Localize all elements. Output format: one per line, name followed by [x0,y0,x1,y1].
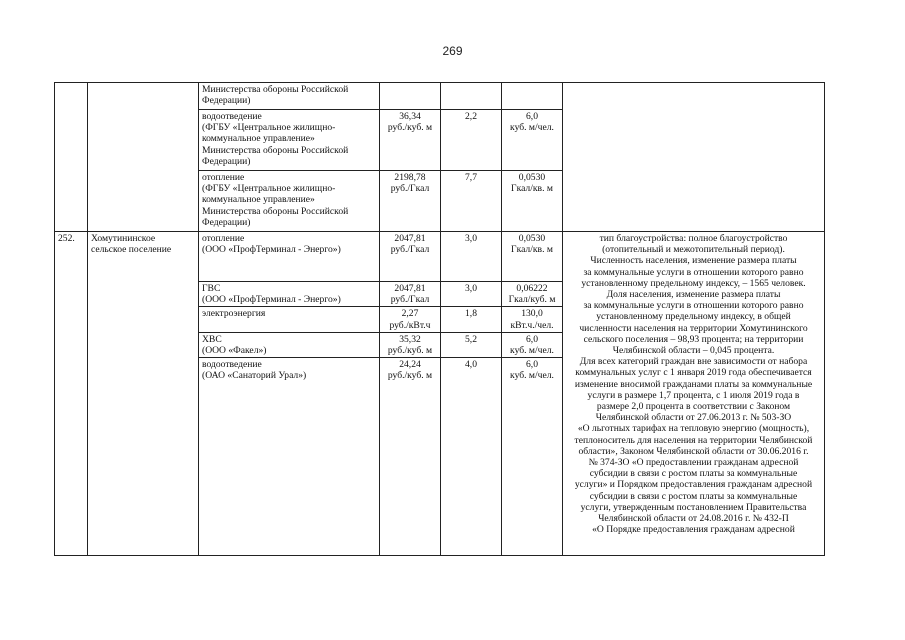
page-number: 269 [442,44,463,58]
service-cell [199,332,380,357]
cell-text-line: водоотведение [202,111,262,122]
cell-text-line: (ФГБУ «Центральное жилищно- [202,122,336,134]
cell-text-line: Министерства обороны Российской [202,205,349,217]
table-body [55,83,825,556]
cell-text-line: куб. м/чел. [510,122,554,134]
cell-text-line: Гкал/кв. м [511,183,553,195]
cell-text-line: руб./куб. м [387,370,433,382]
settlement-cell [88,232,199,556]
cell-text-line: 24,24 [399,359,421,371]
service-cell [199,232,380,282]
tariff-table [54,82,825,556]
growth-value: 5,2 [465,333,477,345]
description-line: за коммунальные услуги в отношении которого равно [583,266,804,278]
service-cell [199,171,380,232]
cell-text-line: Министерства обороны Российской [202,144,349,156]
service-cell [199,282,380,307]
cell-text-line: 0,06222 [516,283,548,294]
description-line: Челябинской области от 24.08.2016 г. № 432-П [598,513,789,525]
service-cell [199,110,380,171]
tariff-cell [380,282,441,307]
cell-text-line: отопление [202,172,245,183]
growth-value: 4,0 [465,359,477,371]
tariff-cell [380,332,441,357]
norm-cell [502,232,563,282]
description-line: «О льготных тарифах на тепловую энергию (мощность), [577,423,810,435]
cell-text-line: 6,0 [526,111,538,122]
tariff-cell [380,232,441,282]
description-line: Челябинской области от 27.06.2013 г. № 503-ЗО [595,412,792,424]
description-line: Численность населения, изменение размера платы [590,255,797,267]
cell-text-line: Гкал/кв. м [511,244,553,256]
description-line: численности населения на территории Хомутининского [579,322,808,334]
cell-text-line: водоотведение [202,359,262,371]
norm-cell [502,83,563,110]
cell-text-line: руб./куб. м [387,345,433,357]
cell-text-line: (ФГБУ «Центральное жилищно- [202,183,336,195]
description-line: (отопительный и межотопительный период). [602,244,785,256]
cell-text-line: Министерства обороны Российской [202,84,349,95]
cell-text-line: отопление [202,233,245,244]
norm-cell [502,332,563,357]
norm-cell [502,358,563,556]
description-line: размере 2,0 процента в соответствии с Законом [596,401,791,413]
cell-text-line: сельское поселение [91,244,172,256]
description-line: услуги» и Порядком предоставления гражданам адресной [574,479,813,491]
growth-cell [441,282,502,307]
description-line: услуги, утвержденным постановлением Правительства [580,501,807,513]
cell-text-line: 0,0530 [518,172,546,183]
description-line: изменение вносимой гражданами платы за коммунальные [574,378,813,390]
tariff-cell [380,358,441,556]
description-line: субсидии в связи с ростом платы за коммунальные [589,468,798,480]
cell-text-line: 0,0530 [518,233,546,244]
description-line: теплоноситель для населения на территории Челябинской [574,434,813,446]
cell-text-line: Федерации) [202,155,251,167]
cell-text-line: 2198,78 [394,172,426,183]
growth-cell [441,110,502,171]
norm-cell [502,110,563,171]
growth-value: 2,2 [465,111,477,122]
cell-text-line: Федерации) [202,216,251,228]
description-cell [563,232,825,556]
description-line: «О Порядке предоставления гражданам адресной [592,524,795,536]
growth-value: 3,0 [465,233,477,244]
cell-text-line: коммунальное управление» [202,133,315,145]
description-cell [563,83,825,232]
cell-text-line: руб./кВт.ч [389,319,431,331]
growth-cell [441,171,502,232]
growth-value: 7,7 [465,172,477,183]
growth-value: 1,8 [465,308,477,320]
description-line: за коммунальные услуги в отношении которого равно [583,300,804,312]
cell-text-line: 2047,81 [394,283,426,294]
cell-text-line: руб./куб. м [387,122,433,134]
tariff-cell [380,110,441,171]
cell-text-line: руб./Гкал [390,183,430,195]
description-line: № 374-ЗО «О предоставлении гражданам адресной [588,457,799,469]
description-line: сельского поселения – 98,93 процента; на территории [583,333,804,345]
description-line: Для всех категорий граждан вне зависимости от набора [579,356,808,368]
cell-text-line: 2047,81 [394,233,426,244]
description-line: Доля населения, изменение размера платы [606,289,781,301]
cell-text-line: кВт.ч./чел. [510,319,554,331]
cell-text-line: ГВС [202,283,221,294]
cell-text-line: руб./Гкал [390,244,430,256]
description-line: установленному предельному индексу, – 1565 человек. [581,277,806,289]
norm-cell [502,171,563,232]
tariff-cell [380,83,441,110]
description-line: услуги в размере 1,7 процента, с 1 июля 2019 года в [587,389,800,401]
norm-cell [502,282,563,307]
description-line: коммунальных услуг с 1 января 2019 года обеспечивается [575,367,812,379]
growth-cell [441,332,502,357]
growth-value: 3,0 [465,283,477,294]
service-cell [199,83,380,110]
description-line: установленному предельному индексу, в общей [596,311,791,323]
cell-text-line: куб. м/чел. [510,345,554,357]
growth-cell [441,358,502,556]
cell-text-line: ХВС [202,333,222,345]
cell-text-line: (ООО «Факел») [202,345,267,357]
cell-text-line: (ООО «ПрофТерминал - Энерго») [202,294,341,306]
cell-text-line: Федерации) [202,95,251,107]
cell-text-line: куб. м/чел. [510,370,554,382]
tariff-cell [380,171,441,232]
cell-text-line: 2,27 [401,308,419,320]
cell-text-line: 130,0 [521,308,543,320]
description-line: области», Законом Челябинской области от 30.06.2016 г. [578,445,809,457]
growth-cell [441,307,502,332]
cell-text-line: Хомутининское [91,233,156,244]
cell-text-line: 6,0 [526,359,538,371]
norm-cell [502,307,563,332]
table-row [55,83,825,110]
description-line: Челябинской области – 0,045 процента. [612,345,775,357]
cell-text-line: (ОАО «Санаторий Урал») [202,370,307,382]
tariff-cell [380,307,441,332]
description-line: субсидии в связи с ростом платы за коммунальные [589,490,798,502]
row-number-cell [55,83,88,232]
cell-text-line: 6,0 [526,333,538,345]
growth-cell [441,83,502,110]
row-number-cell [55,232,88,556]
growth-cell [441,232,502,282]
cell-text-line: коммунальное управление» [202,194,315,206]
table-row [55,232,825,282]
cell-text-line: руб./Гкал [390,294,430,306]
service-cell [199,307,380,332]
cell-text-line: 36,34 [399,111,421,122]
description-line: тип благоустройства: полное благоустройство [599,233,788,244]
settlement-cell [88,83,199,232]
cell-text-line: 35,32 [399,333,421,345]
cell-text-line: (ООО «ПрофТерминал - Энерго») [202,244,341,256]
cell-text-line: Гкал/куб. м [508,294,556,306]
service-cell [199,358,380,556]
row-number: 252. [58,233,75,244]
cell-text-line: электроэнергия [202,308,266,320]
